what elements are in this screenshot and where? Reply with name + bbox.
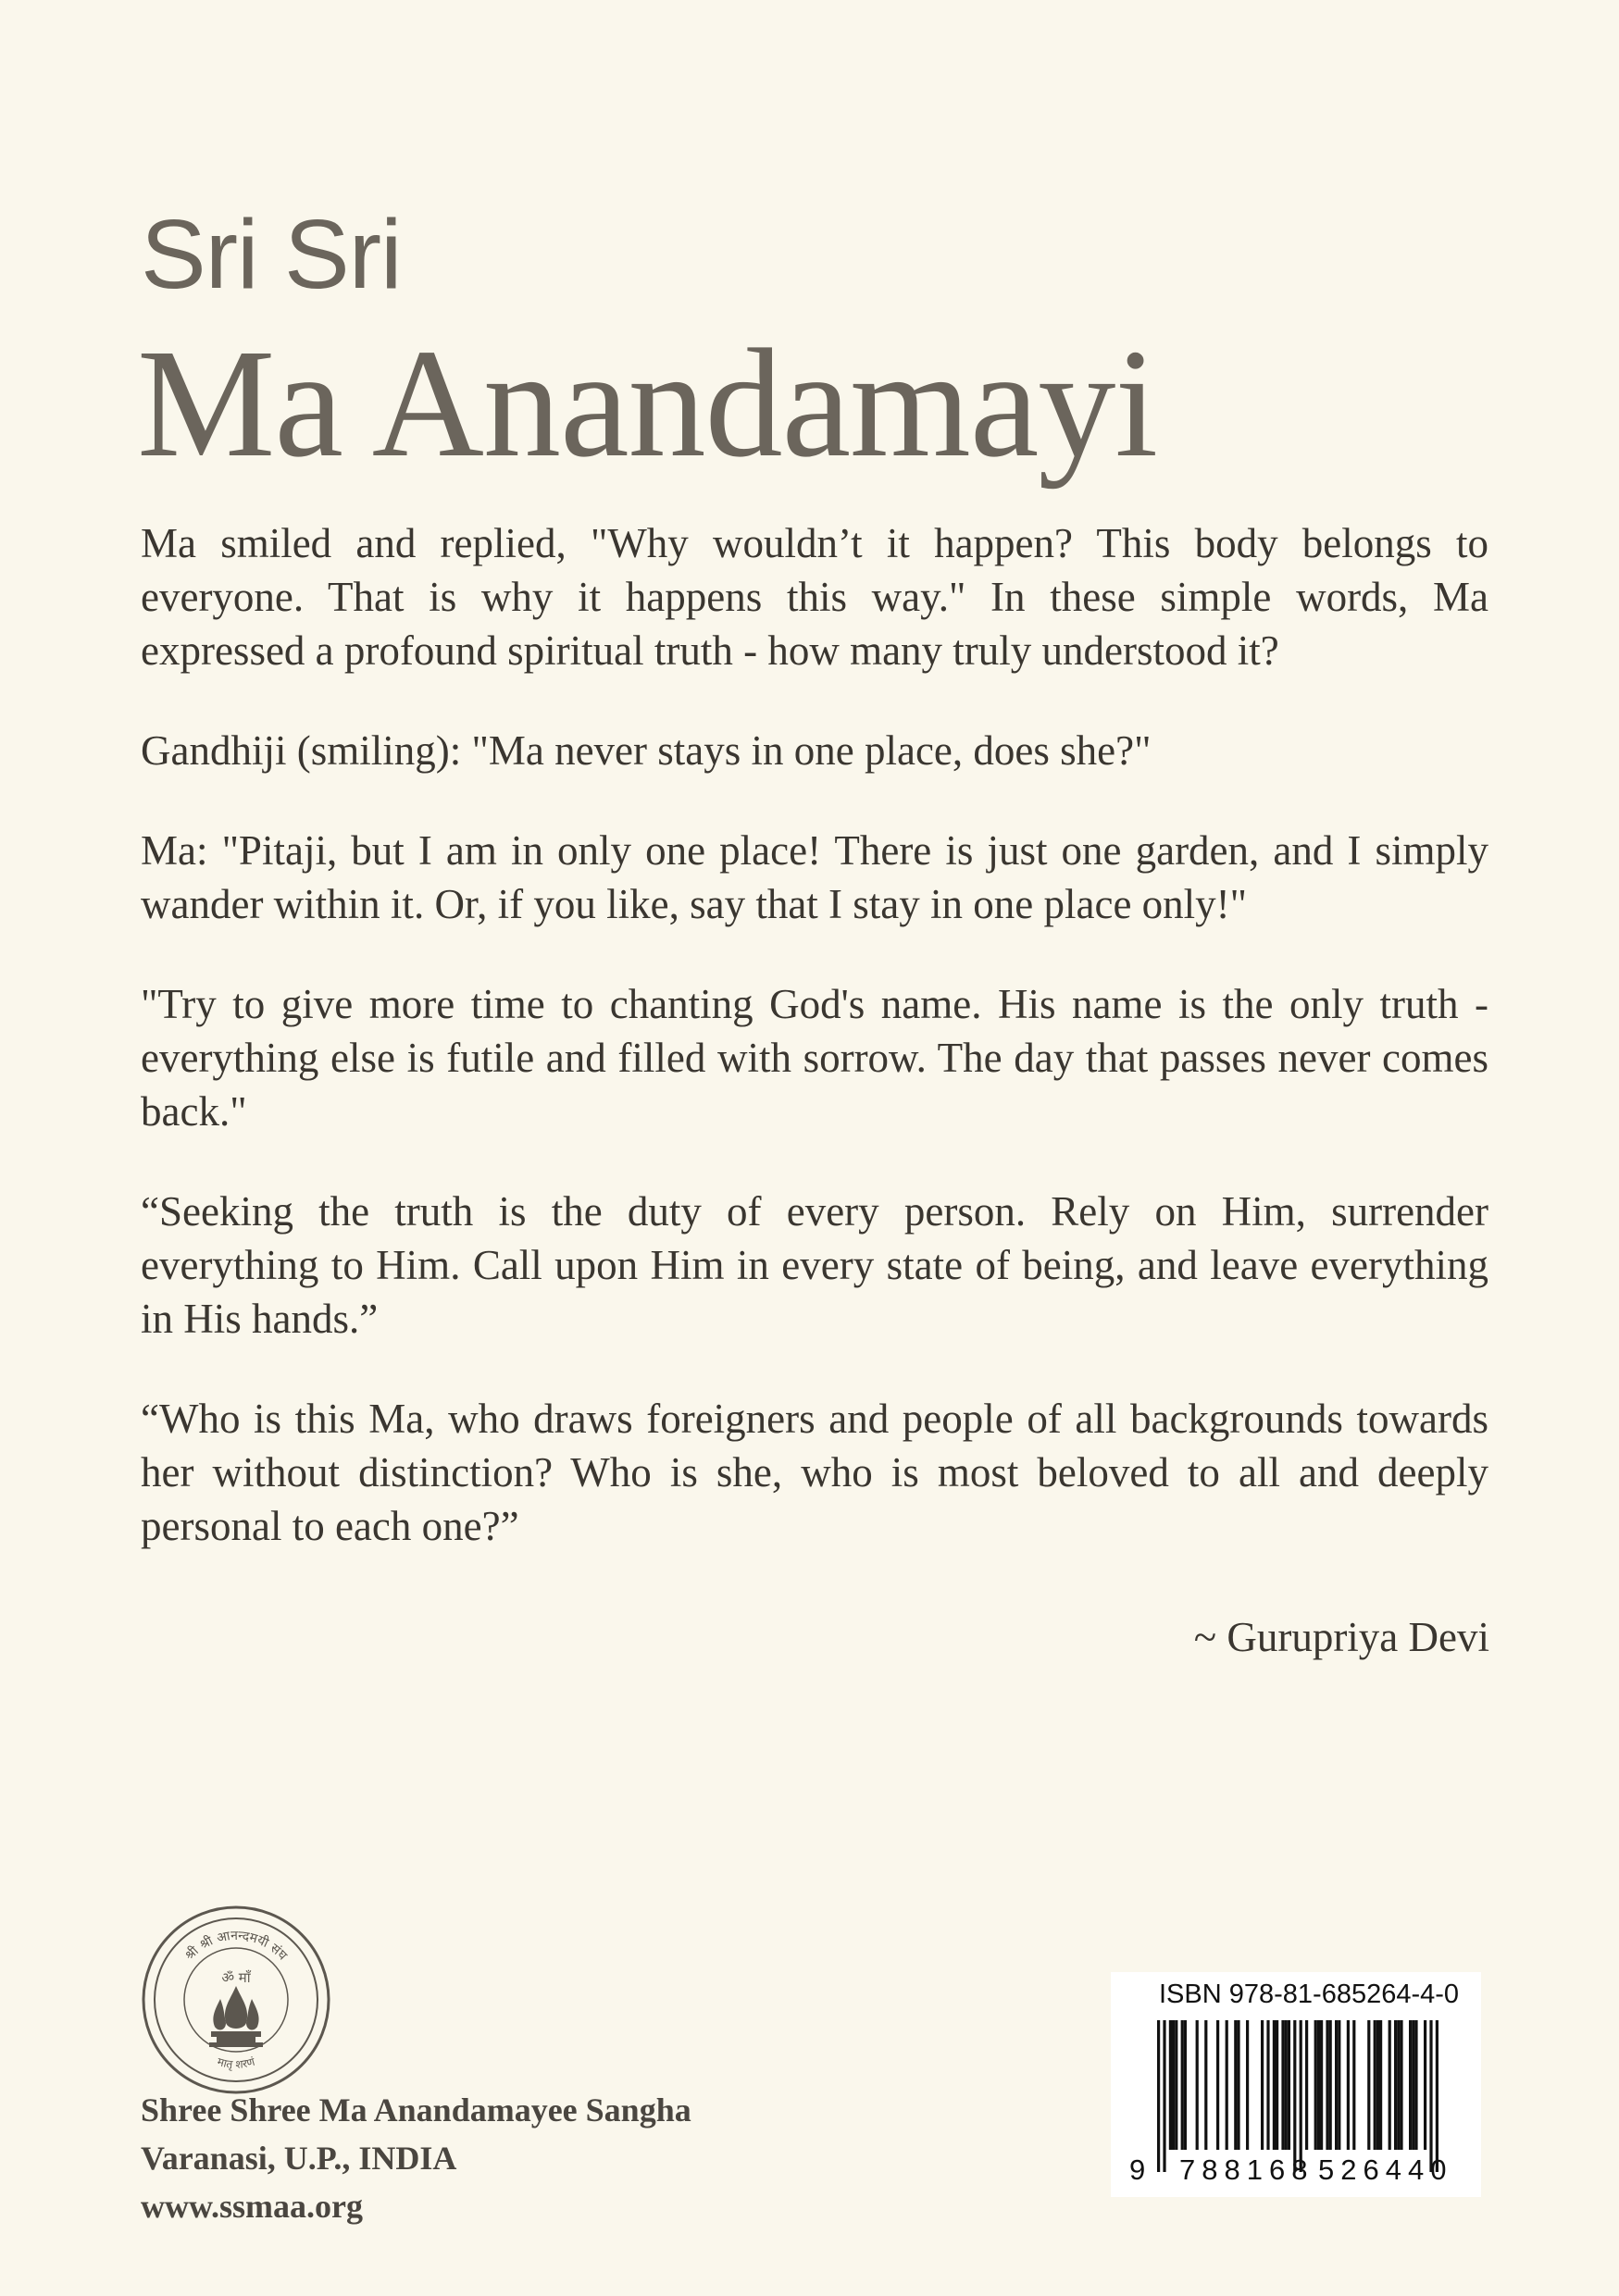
paragraph-1: Ma smiled and replied, "Why wouldn’t it happen? This body belongs to everyone. That is why it happens this way." In these simple words, Ma expressed a profound spiritual truth - how many truly understood it? [141,520,1488,674]
barcode-bar [1169,2020,1172,2150]
barcode-bar [1352,2020,1355,2150]
isbn-barcode [1111,1972,1481,2197]
title-line-2: Ma Anandamayi [137,317,1158,490]
barcode-bar [1338,2020,1340,2150]
barcode-bar [1397,2020,1400,2150]
barcode-bar [1305,2020,1308,2150]
barcode-bar [1320,2020,1323,2150]
barcode-bar [1216,2020,1219,2150]
barcode-bar [1261,2020,1264,2150]
barcode-bar [1414,2020,1417,2150]
paragraph-6: “Who is this Ma, who draws foreigners and people of all backgrounds towards her without distinction? Who is she, who is most beloved to all and deeply personal to each one?” [141,1396,1488,1549]
publisher-location: Varanasi, U.P., INDIA [141,2140,457,2177]
barcode-bar [1184,2020,1187,2150]
barcode-bar [1394,2020,1397,2150]
altar-icon [209,2031,263,2047]
barcode-bar [1374,2020,1376,2150]
body-text [141,516,1488,1599]
svg-text:मातृ शरणं [216,2055,256,2072]
title-line-1: Sri Sri [141,200,402,309]
barcode-bar [1317,2020,1320,2150]
barcode-bar [1181,2020,1184,2150]
barcode-bar [1157,2020,1160,2172]
svg-text:श्री श्री आनन्दमयी संघ [181,1929,290,1964]
isbn-label: ISBN 978-81-685264-4-0 [1159,1980,1460,2009]
seal-bottom-text: मातृ शरणं [216,2054,256,2071]
barcode-bar [1300,2020,1302,2172]
barcode-digits-right: 526440 [1318,2153,1453,2186]
barcode-bar [1266,2020,1269,2150]
paragraph-5: “Seeking the truth is the duty of every person. Rely on Him, surrender everything to Him. Call upon Him in every state of being, and leave everything in His hands.” [141,1188,1488,1342]
barcode-bar [1276,2020,1278,2150]
barcode-bar [1246,2020,1249,2150]
paragraph-4: "Try to give more time to chanting God's name. His name is the only truth - everything else is futile and filled with sorrow. The day that passes never comes back." [141,981,1488,1135]
barcode-bar [1429,2020,1432,2172]
barcode-bar [1175,2020,1177,2150]
barcode-bar [1329,2020,1332,2150]
barcode-bar [1326,2020,1328,2150]
barcode-bar [1347,2020,1350,2150]
barcode-bar [1335,2020,1338,2150]
publisher-name: Shree Shree Ma Anandamayee Sangha [141,2091,691,2128]
flame-icon [213,1986,258,2029]
barcode-digits-left: 788168 [1179,2153,1314,2186]
barcode-bar [1314,2020,1317,2150]
barcode-bar [1400,2020,1402,2150]
seal-mantra: ॐ माँ [221,1969,251,1986]
barcode-bar [1172,2020,1175,2150]
sangha-seal-logo [141,1905,331,2095]
barcode-bar [1226,2020,1228,2150]
barcode-digit-first: 9 [1129,2153,1146,2186]
barcode-bar [1237,2020,1239,2150]
barcode-bar [1436,2020,1438,2172]
barcode-bar [1409,2020,1412,2150]
barcode-bar [1376,2020,1379,2150]
paragraph-2: Gandhiji (smiling): "Ma never stays in one place, does she?" [141,727,1152,774]
barcode-bar [1389,2020,1391,2150]
barcode-bar [1412,2020,1414,2150]
barcode-bar [1285,2020,1288,2150]
barcode-bar [1204,2020,1207,2150]
barcode-bar [1234,2020,1237,2150]
barcode-bar [1281,2020,1284,2150]
barcode-bar [1163,2020,1165,2172]
attribution: ~ Gurupriya Devi [1193,1614,1489,1660]
barcode-bar [1288,2020,1290,2150]
barcode-bar [1293,2020,1296,2172]
barcode-bar [1379,2020,1382,2150]
publisher-info [141,2086,691,2230]
seal-top-text: श्री श्री आनन्दमयी संघ [182,1928,291,1964]
paragraph-3: Ma: "Pitaji, but I am in only one place! There is just one garden, and I simply wander within it. Or, if you like, say that I stay in one place only!" [141,827,1488,927]
barcode-bar [1367,2020,1370,2150]
barcode-bar [1424,2020,1426,2150]
barcode-bar [1273,2020,1276,2150]
publisher-website[interactable]: www.ssmaa.org [141,2188,363,2225]
barcode-bar [1196,2020,1199,2150]
